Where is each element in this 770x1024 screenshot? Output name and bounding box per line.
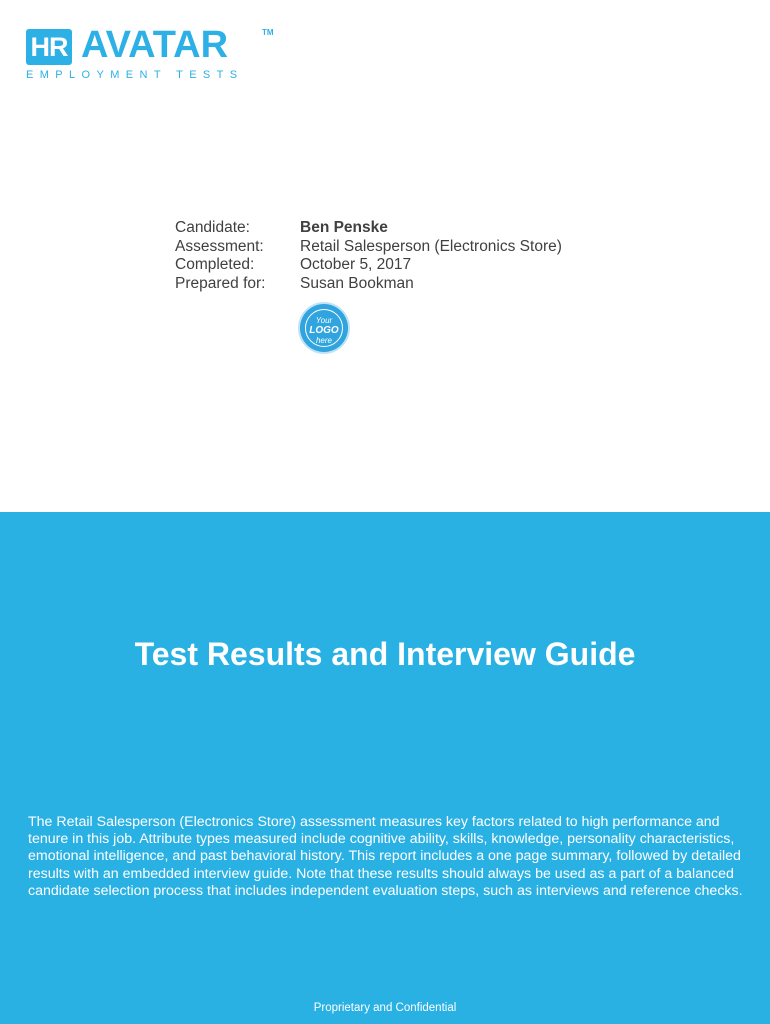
candidate-name: Ben Penske bbox=[300, 219, 388, 236]
info-label: Assessment: bbox=[175, 237, 264, 255]
your-logo-here-badge bbox=[300, 304, 348, 352]
logo-wordmark: AVATAR bbox=[81, 24, 229, 66]
assessment-description: The Retail Salesperson (Electronics Store) assessment measures key factors related to high performance and tenure in this job. Attribute types measured include cognitive ability, skills, knowledge, personality characteristics, emotional intelligence, and past behavioral history. This report includes a one page summary, followed by detailed results with an embedded interview guide. Note that these results should always be used as a part of a balanced candidate selection process that includes independent evaluation steps, such as interviews and reference checks. bbox=[28, 814, 743, 899]
badge-text bbox=[305, 309, 343, 347]
logo-hr-mark: HR bbox=[26, 29, 72, 65]
badge-line-logo: LOGO bbox=[309, 325, 339, 336]
logo-trademark: TM bbox=[262, 28, 274, 37]
info-label: Completed: bbox=[175, 256, 255, 273]
logo-tagline: EMPLOYMENT TESTS bbox=[26, 69, 244, 81]
assessment-name: Retail Salesperson (Electronics Store) bbox=[300, 237, 562, 255]
confidentiality-footer: Proprietary and Confidential bbox=[313, 1002, 457, 1014]
prepared-for-name: Susan Bookman bbox=[300, 274, 414, 292]
badge-line-your: Your bbox=[315, 316, 333, 325]
blue-cover-panel bbox=[0, 512, 770, 1024]
report-title: Test Results and Interview Guide bbox=[134, 636, 636, 672]
info-label: Candidate: bbox=[175, 219, 250, 236]
info-label: Prepared for: bbox=[175, 274, 266, 292]
badge-line-here: here bbox=[315, 336, 332, 345]
completed-date: October 5, 2017 bbox=[300, 256, 412, 273]
hr-avatar-logo bbox=[26, 26, 276, 86]
